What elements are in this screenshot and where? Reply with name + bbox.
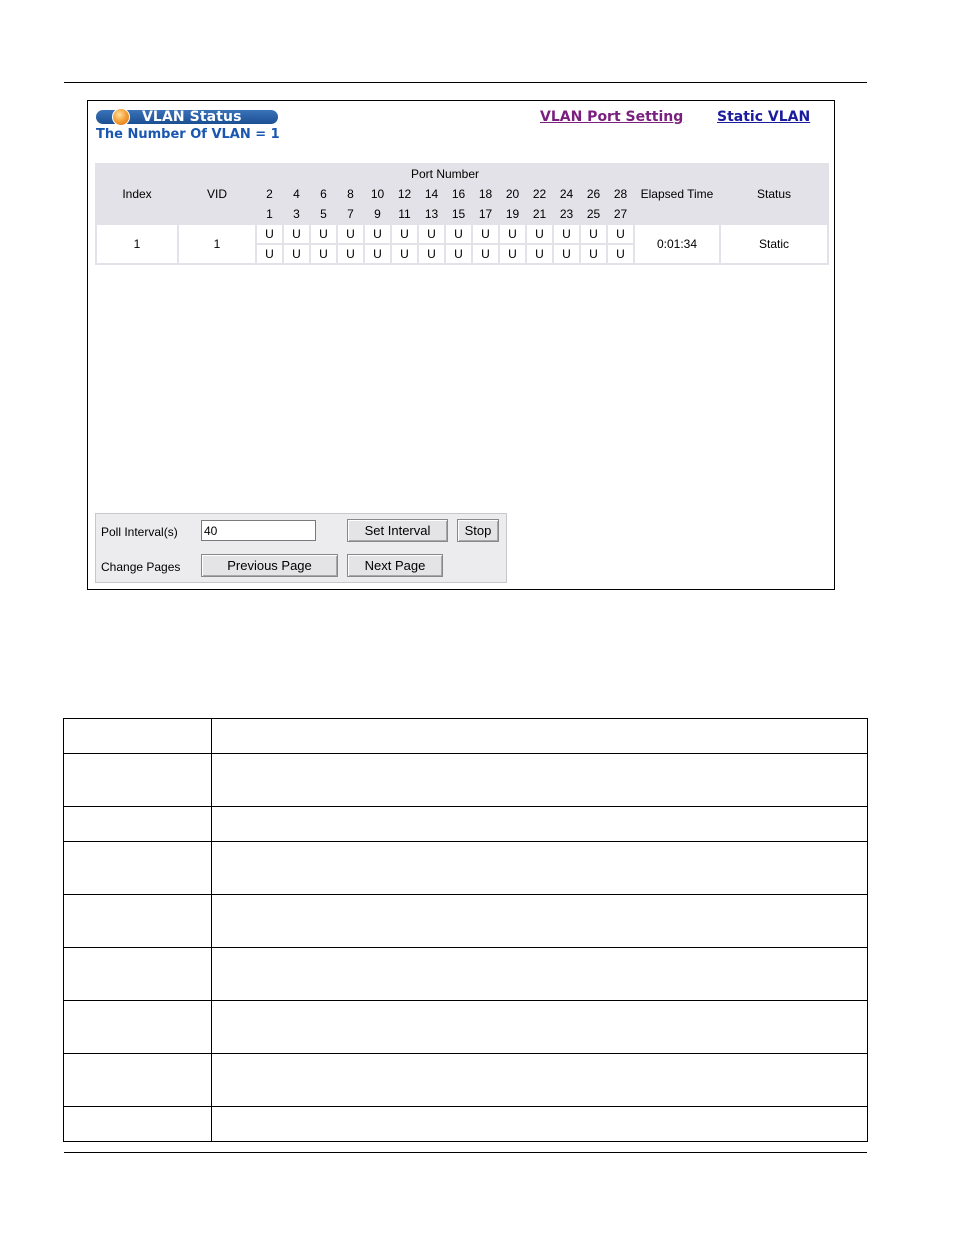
reference-cell <box>212 842 868 895</box>
reference-cell <box>64 1001 212 1054</box>
port-tag-cell: U <box>284 225 309 243</box>
static-vlan-link[interactable]: Static VLAN <box>717 109 811 125</box>
top-rule <box>64 82 867 83</box>
reference-cell <box>212 948 868 1001</box>
reference-cell <box>212 1107 868 1142</box>
port-number: 17 <box>473 205 498 223</box>
port-number: 1 <box>257 205 282 223</box>
port-number-header: Port Number <box>257 165 633 183</box>
reference-cell <box>212 719 868 754</box>
port-number: 2 <box>257 185 282 203</box>
vlan-count-text: The Number Of VLAN = 1 <box>96 127 280 142</box>
port-number: 11 <box>392 205 417 223</box>
port-number: 19 <box>500 205 525 223</box>
change-pages-label: Change Pages <box>101 560 181 574</box>
poll-interval-input[interactable] <box>201 520 316 541</box>
port-tag-cell: U <box>338 245 363 263</box>
elapsed-time-cell: 0:01:34 <box>635 225 719 263</box>
vlan-status-table <box>95 163 829 265</box>
port-number: 7 <box>338 205 363 223</box>
title-banner <box>96 110 278 124</box>
port-number: 18 <box>473 185 498 203</box>
port-tag-cell: U <box>419 225 444 243</box>
table-row <box>97 225 827 243</box>
port-tag-cell: U <box>581 225 606 243</box>
port-tag-cell: U <box>446 245 471 263</box>
next-page-button[interactable]: Next Page <box>347 554 443 577</box>
vlan-port-setting-link[interactable]: VLAN Port Setting <box>540 109 684 125</box>
elapsed-time-header: Elapsed Time <box>635 165 719 223</box>
port-tag-cell: U <box>608 225 633 243</box>
port-tag-cell: U <box>311 245 336 263</box>
reference-cell <box>212 754 868 807</box>
port-tag-cell: U <box>554 245 579 263</box>
port-number: 25 <box>581 205 606 223</box>
reference-row <box>64 895 868 948</box>
port-number: 21 <box>527 205 552 223</box>
port-tag-cell: U <box>257 225 282 243</box>
port-tag-cell: U <box>473 245 498 263</box>
port-tag-cell: U <box>446 225 471 243</box>
port-number: 5 <box>311 205 336 223</box>
port-number: 3 <box>284 205 309 223</box>
reference-row <box>64 754 868 807</box>
reference-cell <box>64 1107 212 1142</box>
port-tag-cell: U <box>608 245 633 263</box>
reference-row <box>64 948 868 1001</box>
index-header: Index <box>97 165 177 223</box>
port-tag-cell: U <box>527 225 552 243</box>
status-header: Status <box>721 165 827 223</box>
port-tag-cell: U <box>392 225 417 243</box>
vlan-status-screen <box>87 100 835 590</box>
port-tag-cell: U <box>527 245 552 263</box>
vid-cell: 1 <box>179 225 255 263</box>
port-tag-cell: U <box>284 245 309 263</box>
port-tag-cell: U <box>392 245 417 263</box>
port-number: 20 <box>500 185 525 203</box>
reference-row <box>64 1001 868 1054</box>
reference-cell <box>64 754 212 807</box>
reference-row <box>64 1107 868 1142</box>
reference-cell <box>64 842 212 895</box>
port-number: 10 <box>365 185 390 203</box>
reference-row <box>64 1054 868 1107</box>
reference-row <box>64 807 868 842</box>
port-number: 14 <box>419 185 444 203</box>
port-number: 12 <box>392 185 417 203</box>
port-tag-cell: U <box>554 225 579 243</box>
page-title: VLAN Status <box>142 109 242 125</box>
port-number: 27 <box>608 205 633 223</box>
stop-button[interactable]: Stop <box>457 519 499 542</box>
port-number: 9 <box>365 205 390 223</box>
port-number: 15 <box>446 205 471 223</box>
port-number: 13 <box>419 205 444 223</box>
port-number: 26 <box>581 185 606 203</box>
set-interval-button[interactable]: Set Interval <box>347 519 448 542</box>
port-tag-cell: U <box>338 225 363 243</box>
port-tag-cell: U <box>365 245 390 263</box>
port-number: 6 <box>311 185 336 203</box>
port-tag-cell: U <box>365 225 390 243</box>
port-number: 28 <box>608 185 633 203</box>
port-tag-cell: U <box>500 225 525 243</box>
port-number: 8 <box>338 185 363 203</box>
port-tag-cell: U <box>500 245 525 263</box>
table-header-row <box>97 165 827 183</box>
status-cell: Static <box>721 225 827 263</box>
reference-table <box>63 718 868 1142</box>
port-tag-cell: U <box>257 245 282 263</box>
port-number: 4 <box>284 185 309 203</box>
reference-cell <box>64 948 212 1001</box>
reference-cell <box>64 895 212 948</box>
reference-cell <box>64 719 212 754</box>
reference-cell <box>212 895 868 948</box>
orb-icon <box>112 108 130 126</box>
poll-panel <box>95 513 507 583</box>
port-tag-cell: U <box>311 225 336 243</box>
reference-cell <box>212 1054 868 1107</box>
index-cell: 1 <box>97 225 177 263</box>
reference-cell <box>212 1001 868 1054</box>
poll-interval-label: Poll Interval(s) <box>101 525 178 539</box>
reference-cell <box>212 807 868 842</box>
previous-page-button[interactable]: Previous Page <box>201 554 338 577</box>
reference-cell <box>64 1054 212 1107</box>
port-number: 23 <box>554 205 579 223</box>
reference-row <box>64 842 868 895</box>
port-number: 24 <box>554 185 579 203</box>
vid-header: VID <box>179 165 255 223</box>
port-tag-cell: U <box>473 225 498 243</box>
port-number: 22 <box>527 185 552 203</box>
reference-cell <box>64 807 212 842</box>
port-tag-cell: U <box>419 245 444 263</box>
port-number: 16 <box>446 185 471 203</box>
bottom-rule <box>64 1152 867 1153</box>
port-tag-cell: U <box>581 245 606 263</box>
reference-row <box>64 719 868 754</box>
